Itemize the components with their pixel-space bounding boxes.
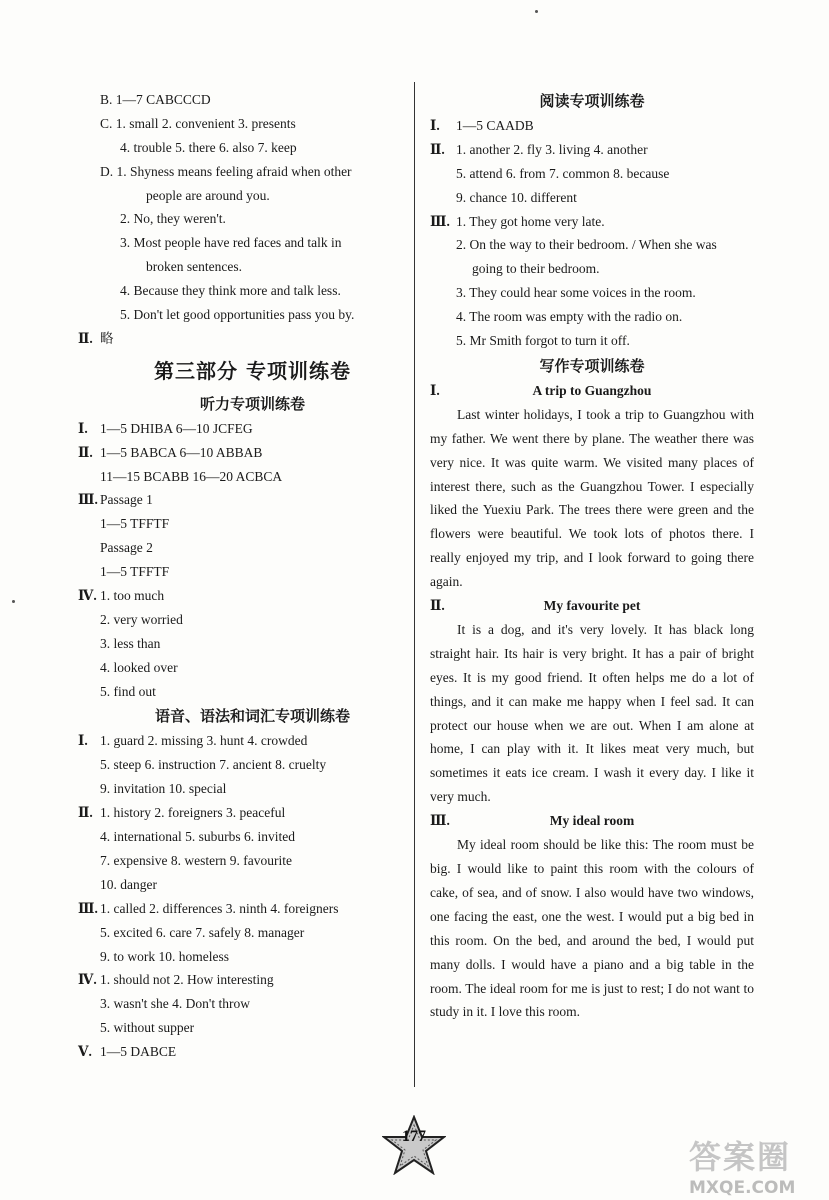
answer-line — [78, 1040, 405, 1064]
answer-text: 11—15 BCABB 16—20 ACBCA — [100, 468, 283, 484]
answer-text: C. 1. small 2. convenient 3. presents — [100, 115, 296, 131]
watermark-logo — [689, 1132, 807, 1198]
answer-line — [100, 88, 405, 112]
answer-text: 7. expensive 8. western 9. favourite — [100, 852, 292, 868]
essay-title: My favourite pet — [543, 598, 641, 614]
answer-text: 1—5 TFFTF — [100, 516, 170, 532]
answer-line — [100, 680, 405, 704]
answer-line — [100, 849, 405, 873]
answer-text: 1. called 2. differences 3. ninth 4. foreigners — [100, 900, 339, 916]
answer-line — [100, 465, 405, 489]
answer-line — [78, 801, 405, 825]
answer-text: 5. attend 6. from 7. common 8. because — [456, 165, 670, 181]
answer-text: 3. Most people have red faces and talk in — [120, 235, 342, 251]
answer-line — [100, 945, 405, 969]
question-number: Ⅱ. — [430, 598, 445, 614]
answer-line — [430, 233, 754, 257]
question-number: Ⅲ. — [78, 900, 98, 916]
answer-line — [430, 305, 754, 329]
answer-text: 1—5 CAADB — [456, 118, 534, 133]
answer-line — [100, 160, 405, 184]
answer-text: people are around you. — [146, 187, 270, 203]
answer-text: 2. No, they weren't. — [120, 211, 226, 227]
question-number: Ⅲ. — [78, 492, 98, 508]
answer-text: going to their bedroom. — [472, 261, 600, 277]
answer-line — [430, 186, 754, 210]
answer-text: 1—5 TFFTF — [100, 564, 170, 580]
question-number: Ⅱ. — [78, 444, 93, 460]
scan-speck — [535, 10, 538, 13]
answers-unit-top — [78, 88, 405, 351]
answer-text: 2. On the way to their bedroom. / When she was — [456, 237, 717, 253]
answer-line — [78, 441, 405, 465]
essay-body: My ideal room should be like this: The room must be big. I would like to paint this room with the colours of cake, of sea, and of snow. I also would have two windows, one facing the east, one the west. I would put a big bed in this room. On the bed, and around the bed, I would put many dolls. I would have a piano and a big table in the room. The ideal room for me is just to rest; I do not want to study in it. I love this room. — [430, 837, 754, 1020]
answer-text: 5. without supper — [100, 1020, 195, 1036]
answer-text: B. 1—7 CABCCCD — [100, 92, 211, 107]
answer-line — [100, 632, 405, 656]
answer-line — [100, 184, 405, 208]
answer-text: 1. should not 2. How interesting — [100, 972, 274, 988]
answer-line — [430, 114, 754, 138]
answer-line — [78, 729, 405, 753]
answer-line — [78, 488, 405, 512]
answer-text: 5. find out — [100, 683, 156, 699]
question-number: Ⅴ. — [78, 1044, 92, 1060]
question-number: Ⅱ. — [78, 805, 93, 821]
scan-speck — [12, 600, 15, 603]
answer-text: 5. excited 6. care 7. safely 8. manager — [100, 924, 305, 940]
answer-line — [100, 512, 405, 536]
essay-heading — [430, 809, 754, 833]
question-number: Ⅰ. — [78, 420, 88, 436]
answer-text: 5. steep 6. instruction 7. ancient 8. cruelty — [100, 757, 327, 773]
answer-text: 9. to work 10. homeless — [100, 948, 229, 964]
right-column — [430, 88, 754, 1024]
reading-answers — [430, 114, 754, 353]
listening-section-title: 听力专项训练卷 — [199, 394, 305, 413]
answer-text: 5. Don't let good opportunities pass you by. — [120, 307, 355, 323]
essay-body: It is a dog, and it's very lovely. It has black long straight hair. Its hair is very bright. It has a pair of bright eyes. It is my good friend. It often helps me do a lot of things, and it can make me happy when I feel sad. It can protect our house when we are out. When I am alone at home, I can play with it. It likes meat very much, but sometimes it eats ice cream. I wash it every day. I like it very much. — [430, 621, 754, 805]
essay-heading — [430, 594, 754, 618]
question-number: Ⅲ. — [430, 813, 450, 829]
answer-text: 10. danger — [100, 876, 157, 892]
answer-text: 1—5 DHIBA 6—10 JCFEG — [100, 420, 253, 436]
answer-line — [100, 992, 405, 1016]
answer-text: 1. guard 2. missing 3. hunt 4. crowded — [100, 733, 308, 749]
answer-line — [100, 777, 405, 801]
essay-body: Last winter holidays, I took a trip to Guangzhou with my father. We went there by plane. The weather there was very nice. It was quite warm. We visited many places of interest there, such as the Guangzhou Tower. I especially liked the Yuexiu Park. The trees there were green and the flowers were beautiful. We took lots of photos there. I really enjoyed my trip, and I look forward to going there again. — [430, 406, 754, 590]
answer-text: 4. trouble 5. there 6. also 7. keep — [120, 139, 297, 155]
question-number: Ⅲ. — [430, 213, 450, 229]
answer-line — [430, 162, 754, 186]
answer-text: broken sentences. — [146, 259, 242, 275]
answer-text: 4. Because they think more and talk less. — [120, 283, 341, 299]
answer-text: 5. Mr Smith forgot to turn it off. — [456, 333, 630, 349]
answer-line — [100, 608, 405, 632]
answer-text: 4. international 5. suburbs 6. invited — [100, 829, 295, 845]
grammar-answers — [78, 729, 405, 1063]
question-number: Ⅳ. — [78, 972, 97, 988]
listening-answers — [78, 417, 405, 704]
question-number: Ⅱ. — [430, 141, 445, 157]
column-divider — [414, 82, 415, 1087]
answer-line — [100, 873, 405, 897]
watermark-text: 答案圈 — [689, 1138, 792, 1176]
answer-text: 4. looked over — [100, 659, 178, 675]
question-number: Ⅰ. — [430, 118, 440, 133]
writing-section-title: 写作专项训练卷 — [539, 356, 645, 375]
answer-text: 1. history 2. foreigners 3. peaceful — [100, 805, 286, 821]
answer-text: 9. chance 10. different — [456, 189, 577, 205]
question-number: Ⅳ. — [78, 588, 97, 604]
page-number: 177 — [402, 1128, 426, 1145]
answer-text: 1—5 BABCA 6—10 ABBAB — [100, 444, 263, 460]
answer-text: D. 1. Shyness means feeling afraid when other — [100, 163, 352, 179]
answer-line — [78, 968, 405, 992]
answer-line — [430, 257, 754, 281]
answer-line — [430, 210, 754, 234]
answer-line — [100, 560, 405, 584]
answer-line — [100, 136, 405, 160]
answer-line — [100, 536, 405, 560]
essay-heading — [430, 379, 754, 403]
answer-line — [100, 656, 405, 680]
grammar-section-title: 语音、语法和词汇专项训练卷 — [154, 707, 350, 726]
answer-text: 1. another 2. fly 3. living 4. another — [456, 141, 648, 157]
essay-title: A trip to Guangzhou — [532, 382, 652, 398]
essay-title: My ideal room — [549, 813, 635, 829]
answer-text: 3. They could hear some voices in the room. — [456, 285, 696, 301]
answer-line — [78, 584, 405, 608]
question-number: Ⅱ. — [78, 330, 93, 346]
answer-line — [430, 281, 754, 305]
answer-line — [78, 327, 405, 351]
answer-text: 3. wasn't she 4. Don't throw — [100, 996, 250, 1012]
answer-line — [100, 825, 405, 849]
left-column — [78, 88, 405, 1064]
answer-text: 1. too much — [100, 588, 165, 604]
answer-line — [100, 753, 405, 777]
answer-line — [100, 279, 405, 303]
answer-line — [100, 921, 405, 945]
answer-text: Passage 2 — [100, 540, 153, 556]
answer-line — [100, 255, 405, 279]
answer-line — [78, 417, 405, 441]
answer-line — [78, 897, 405, 921]
answer-line — [100, 112, 405, 136]
reading-section-title: 阅读专项训练卷 — [539, 92, 645, 110]
question-number: Ⅰ. — [78, 733, 88, 749]
answer-line — [100, 303, 405, 327]
answer-text: Passage 1 — [100, 492, 153, 508]
answer-line — [430, 329, 754, 353]
answer-line — [430, 138, 754, 162]
watermark-url: MXQE.COM — [689, 1178, 796, 1198]
answer-line — [100, 207, 405, 231]
answer-text: 9. invitation 10. special — [100, 781, 227, 797]
part-title: 第三部分 专项训练卷 — [154, 358, 351, 383]
writing-answers — [430, 379, 754, 1024]
answer-line — [100, 1016, 405, 1040]
question-number: Ⅰ. — [430, 382, 440, 398]
answer-text: 3. less than — [100, 635, 161, 651]
answer-line — [100, 231, 405, 255]
answer-text: 1. They got home very late. — [456, 213, 605, 229]
answer-text: 略 — [100, 330, 114, 346]
answer-text: 4. The room was empty with the radio on. — [456, 309, 683, 325]
answer-text: 2. very worried — [100, 611, 183, 627]
answer-text: 1—5 DABCE — [100, 1044, 177, 1060]
